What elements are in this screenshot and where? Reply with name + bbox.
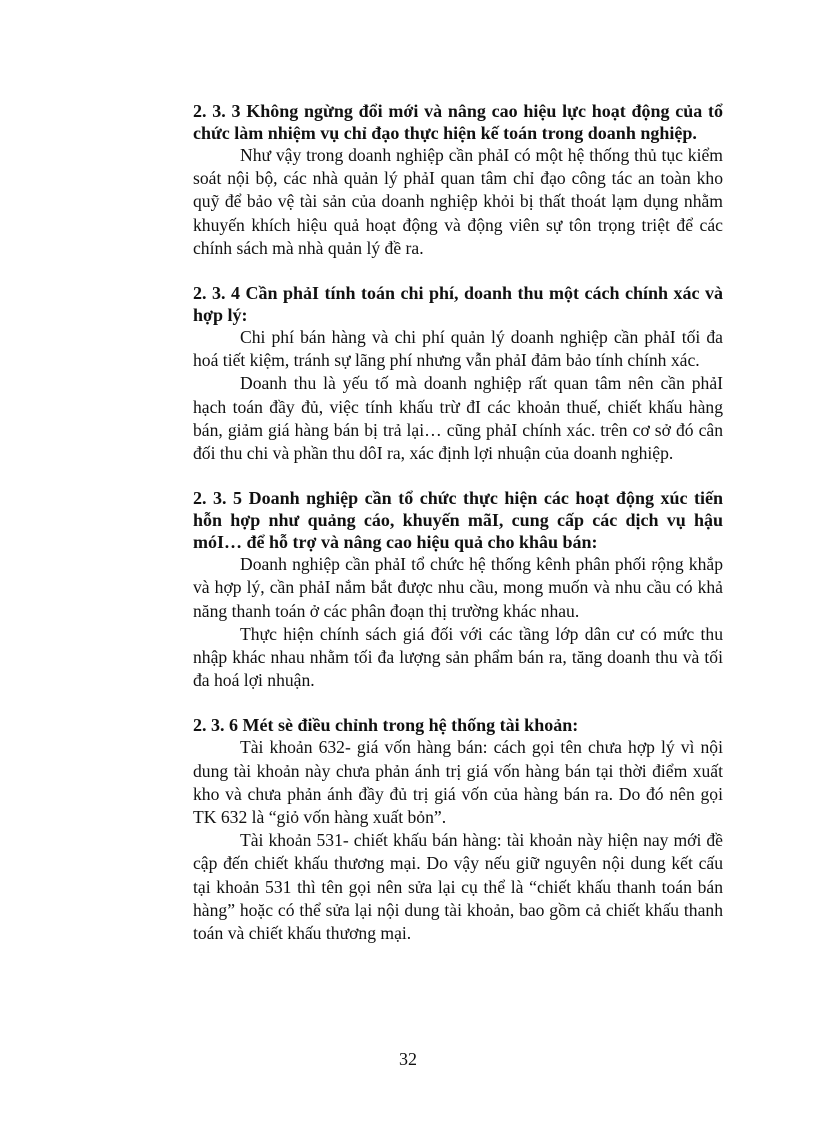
paragraph: Như vậy trong doanh nghiệp cần phảI có một hệ thống thủ tục kiểm soát nội bộ, các nhà quản lý phảI quan tâm chỉ đạo công tác an toàn kho quỹ để bảo vệ tài sản của doanh nghiệp khỏi bị thất thoát lạm dụng nhằm khuyến khích hiệu quả hoạt động và động viên sự tôn trọng triệt để các chính sách mà nhà quản lý đề ra. — [193, 145, 723, 258]
paragraph: Tài khoản 531- chiết khấu bán hàng: tài khoản này hiện nay mới đề cập đến chiết khấu thương mại. Do vậy nếu giữ nguyên nội dung kết cấu tại khoản 531 thì tên gọi nên sửa lại cụ thể là “chiết khấu thanh toán bán hàng” hoặc có thể sửa lại nội dung tài khoản, bao gồm cả chiết khấu thanh toán và chiết khấu thương mại. — [193, 830, 723, 944]
section-heading: 2. 3. 6 Mét sè điều chỉnh trong hệ thống tài khoản: — [193, 715, 579, 736]
section-2-3-6 — [193, 714, 723, 945]
section-2-3-4 — [193, 282, 723, 465]
section-2-3-5 — [193, 487, 723, 692]
paragraph: Doanh thu là yếu tố mà doanh nghiệp rất quan tâm nên cần phảI hạch toán đầy đủ, việc tính khấu trừ đI các khoản thuế, chiết khấu hàng bán, giảm giá hàng bán bị trả lại… cũng phảI chính xác. trên cơ sở đó cân đối thu chi và phần thu dôI ra, xác định lợi nhuận của doanh nghiệp. — [193, 373, 723, 464]
paragraph: Doanh nghiệp cần phảI tổ chức hệ thống kênh phân phối rộng khắp và hợp lý, cần phảI nắm bắt được nhu cầu, mong muốn và nhu cầu có khả năng thanh toán ở các phân đoạn thị trường khác nhau. — [193, 554, 723, 621]
section-heading: 2. 3. 4 Cần phảI tính toán chi phí, doanh thu một cách chính xác và hợp lý: — [193, 283, 723, 326]
page-number: 32 — [399, 1049, 417, 1069]
section-heading: 2. 3. 5 Doanh nghiệp cần tổ chức thực hiện các hoạt động xúc tiến hỗn hợp như quảng cáo, khuyến mãI, cung cấp các dịch vụ hậu móI… để hỗ trợ và nâng cao hiệu quả cho khâu bán: — [193, 488, 723, 553]
paragraph: Thực hiện chính sách giá đối với các tầng lớp dân cư có mức thu nhập khác nhau nhằm tối đa lượng sản phẩm bán ra, tăng doanh thu và tối đa hoá lợi nhuận. — [193, 623, 723, 691]
section-2-3-3 — [193, 100, 723, 260]
paragraph: Chi phí bán hàng và chi phí quản lý doanh nghiệp cần phảI tối đa hoá tiết kiệm, tránh sự lãng phí nhưng vẫn phảI đảm bảo tính chính xác. — [193, 327, 723, 371]
section-heading: 2. 3. 3 Không ngừng đổi mới và nâng cao hiệu lực hoạt động của tổ chức làm nhiệm vụ chỉ đạo thực hiện kế toán trong doanh nghiệp. — [193, 101, 723, 143]
document-page — [193, 100, 723, 945]
paragraph: Tài khoản 632- giá vốn hàng bán: cách gọi tên chưa hợp lý vì nội dung tài khoản này chưa phản ánh trị giá vốn hàng bán tại thời điểm xuất kho và chưa phản ánh đầy đủ trị giá vốn của hàng bán ra. Do đó nên gọi TK 632 là “giỏ vốn hàng xuất bỏn”. — [193, 737, 723, 828]
